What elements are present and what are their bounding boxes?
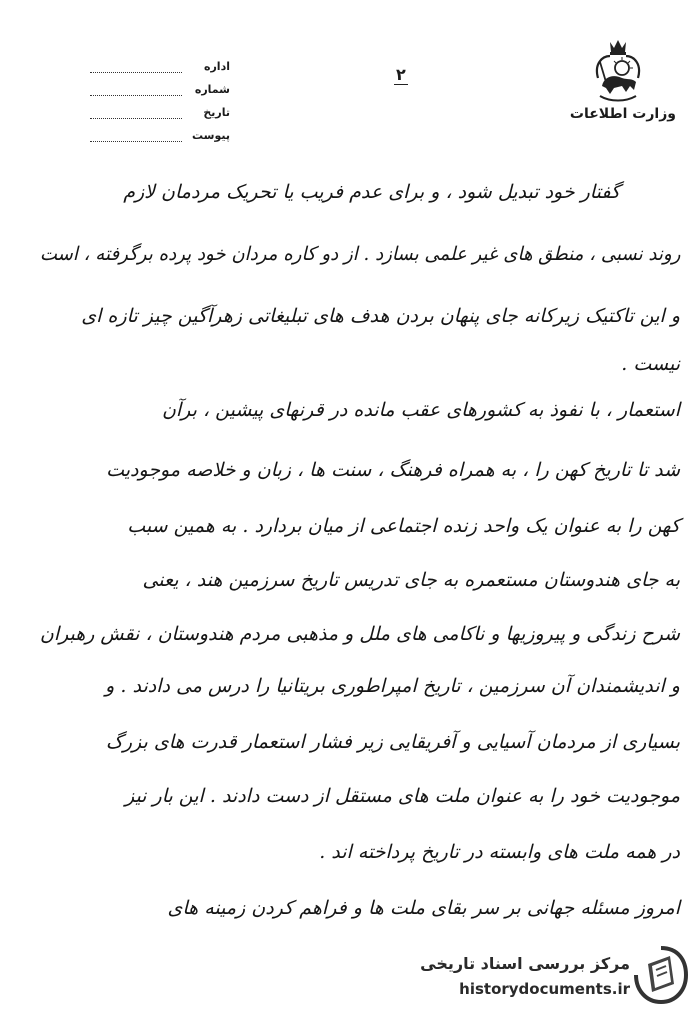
body-line: کهن را به عنوان یک واحد زنده اجتماعی از میان بردارد . به همین سبب (127, 515, 680, 537)
body-line: روند نسبی ، منطق های غیر علمی بسازد . از دو کاره مردان خود پرده برگرفته ، است (39, 243, 680, 265)
meta-row-date (90, 96, 230, 119)
body-line: و این تاکتیک زیرکانه جای پنهان بردن هدف های تبلیغاتی زهرآگین چیز تازه ای (81, 305, 680, 327)
meta-row-number (90, 73, 230, 96)
meta-line-office (90, 62, 182, 73)
body-line: و اندیشمندان آن سرزمین ، تاریخ امپراطوری بریتانیا را درس می دادند . و (105, 675, 680, 697)
body-line: نیست . (621, 353, 680, 375)
body-line: شرح زندگی و پیروزیها و ناکامی های ملل و مذهبی مردم هندوستان ، نقش رهبران (39, 623, 680, 645)
body-line: امروز مسئله جهانی بر سر بقای ملت ها و فراهم کردن زمینه های (167, 897, 680, 919)
page-number: ۲ (396, 65, 406, 84)
watermark (412, 940, 692, 1010)
meta-line-date (90, 108, 182, 119)
watermark-site: historydocuments.ir (459, 980, 630, 998)
meta-row-office (90, 50, 230, 73)
meta-row-attachment (90, 119, 230, 142)
ministry-name: وزارت اطلاعات (569, 106, 676, 122)
lion-and-sun-emblem-icon (592, 38, 644, 104)
body-line: گفتار خود تبدیل شود ، و برای عدم فریب یا تحریک مردمان لازم (123, 181, 620, 203)
history-documents-logo-icon (634, 946, 688, 1004)
body-line: موجودیت خود را به عنوان ملت های مستقل از دست دادند . این بار نیز (124, 785, 680, 807)
meta-label-date: تاریخ (203, 106, 230, 119)
body-line: شد تا تاریخ کهن را ، به همراه فرهنگ ، سنت ها ، زبان و خلاصه موجودیت (106, 459, 680, 481)
meta-label-number: شماره (194, 83, 230, 96)
document-meta-fields (90, 50, 230, 142)
watermark-title: مرکز بررسی اسناد تاریخی (420, 954, 630, 973)
body-line: استعمار ، با نفوذ به کشورهای عقب مانده در قرنهای پیشین ، برآن (161, 399, 680, 421)
meta-line-number (90, 85, 182, 96)
meta-label-office: اداره (203, 60, 230, 73)
body-line: به جای هندوستان مستعمره به جای تدریس تاریخ سرزمین هند ، یعنی (142, 569, 680, 591)
meta-label-attachment: پیوست (192, 129, 230, 142)
body-line: در همه ملت های وابسته در تاریخ پرداخته اند . (319, 841, 680, 863)
meta-line-attachment (90, 131, 182, 142)
body-line: بسیاری از مردمان آسیایی و آفریقایی زیر فشار استعمار قدرت های بزرگ (105, 731, 680, 753)
